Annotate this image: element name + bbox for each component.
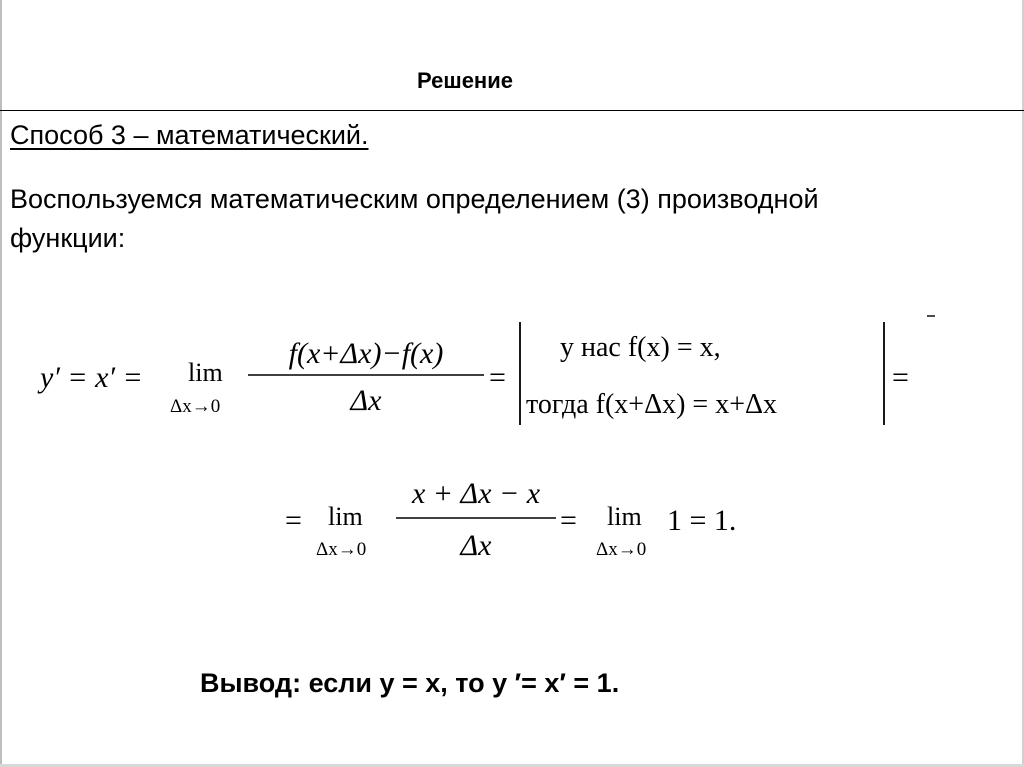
formula1-condition-2: тогда f(x+Δx) = x+Δx [526, 389, 777, 420]
formula1-equals-end: = [892, 361, 909, 394]
formula1-lhs: y′ = x′ = [40, 361, 143, 394]
formula2-lim-2: lim [607, 502, 642, 531]
formula1-numerator: f(x+Δx)−f(x) [288, 337, 444, 370]
formula2-numerator: x + Δx − x [411, 477, 541, 510]
formula2-lim-2-subscript: Δx→0 [596, 539, 647, 560]
formula1-lim-subscript: Δx→0 [170, 396, 221, 417]
formula2-lim: lim [328, 502, 363, 531]
formula2-equals-start: = [285, 504, 302, 537]
formula1-denominator: Δx [350, 384, 382, 417]
conclusion: Вывод: если y = x, то y ′= x′ = 1. [200, 668, 620, 698]
formula2-result: 1 = 1. [667, 504, 737, 537]
formula1-lim: lim [188, 358, 223, 387]
method-heading: Способ 3 – математический. [10, 120, 369, 150]
formula2-lim-subscript: Δx→0 [316, 539, 367, 560]
formula-1 [37, 316, 935, 425]
formula-2 [285, 477, 736, 562]
formula2-equals-mid: = [560, 504, 577, 537]
formula2-denominator: Δx [460, 529, 492, 562]
formula1-equals: = [489, 361, 506, 394]
formula1-condition-1: у нас f(x) = x, [560, 332, 721, 363]
slide-title: Решение [417, 68, 513, 93]
intro-paragraph: Воспользуемся математическим определением (3) производной функции: [10, 184, 819, 253]
